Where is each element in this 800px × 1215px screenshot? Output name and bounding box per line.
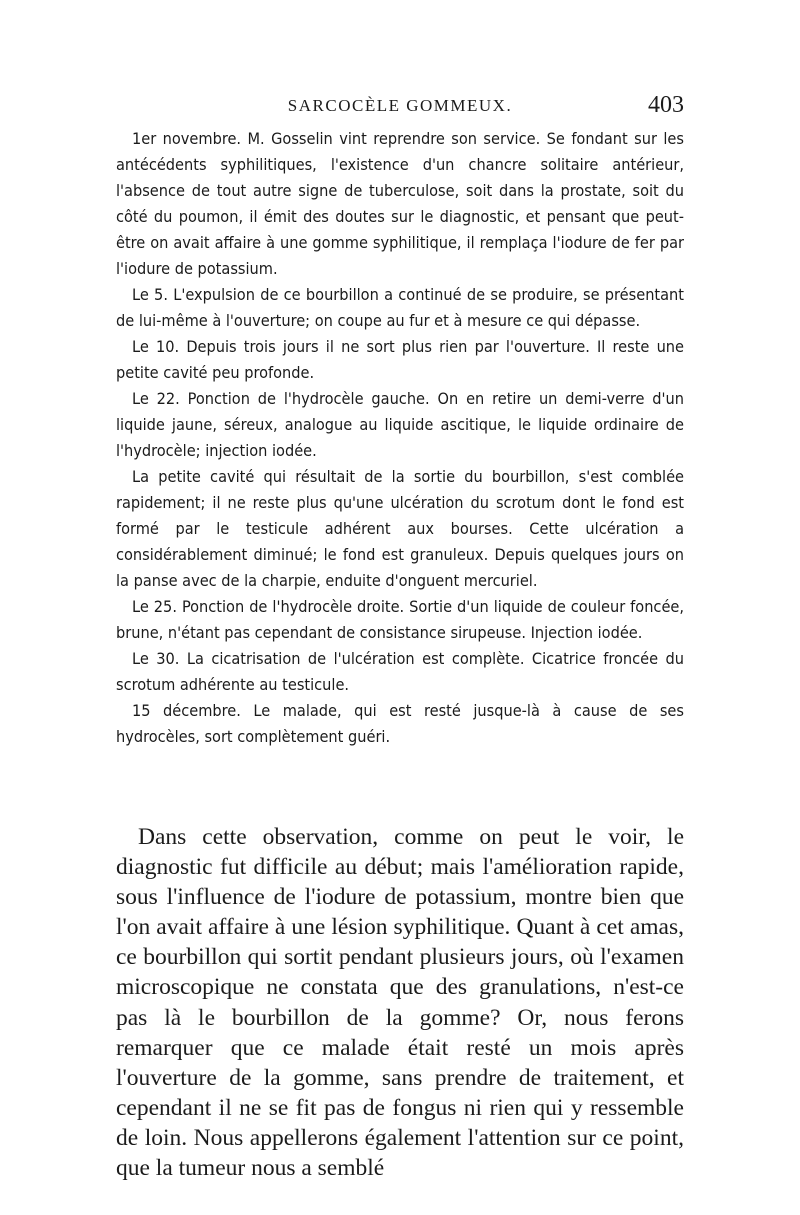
note-paragraph: La petite cavité qui résultait de la sortie du bourbillon, s'est comblée rapidement; il ne reste plus qu'une ulcération du scrotum dont le fond est formé par le testicule adhérent aux bourses. Cette ulcération a considérablement diminué; le fond est granuleux. Depuis quelques jours on la panse avec de la charpie, enduite d'onguent mercuriel. (116, 467, 684, 590)
note-paragraph: Le 30. La cicatrisation de l'ulcération est complète. Cicatrice froncée du scrotum adhérente au testicule. (116, 649, 684, 694)
body-paragraph: Dans cette observation, comme on peut le voir, le diagnostic fut difficile au début; mais l'amélioration rapide, sous l'influence de l'iodure de potassium, montre bien que l'on avait affaire à une lésion syphilitique. Quant à cet amas, ce bourbillon qui sortit pendant plusieurs jours, où l'examen microscopique ne constata que des granulations, n'est-ce pas là le bourbillon de la gomme? Or, nous ferons remarquer que ce malade était resté un mois après l'ouverture de la gomme, sans prendre de traitement, et cependant il ne se fit pas de fongus ni rien qui y ressemble de loin. Nous appellerons également l'attention sur ce point, que la tumeur nous a semblé (116, 824, 684, 1182)
running-title: SARCOCÈLE GOMMEUX. (287, 96, 513, 115)
main-text (116, 822, 684, 1183)
note-paragraph: Le 5. L'expulsion de ce bourbillon a continué de se produire, se présentant de lui-même à l'ouverture; on coupe au fur et à mesure ce qui dépasse. (116, 285, 684, 330)
case-notes (116, 126, 684, 750)
note-paragraph: Le 10. Depuis trois jours il ne sort plus rien par l'ouverture. Il reste une petite cavité peu profonde. (116, 337, 684, 382)
note-paragraph: Le 22. Ponction de l'hydrocèle gauche. On en retire un demi-verre d'un liquide jaune, séreux, analogue au liquide ascitique, le liquide ordinaire de l'hydrocèle; injection iodée. (116, 389, 684, 460)
note-paragraph: 1er novembre. M. Gosselin vint reprendre son service. Se fondant sur les antécédents syphilitiques, l'existence d'un chancre solitaire antérieur, l'absence de tout autre signe de tuberculose, soit dans la prostate, soit du côté du poumon, il émit des doutes sur le diagnostic, et pensant que peut-être on avait affaire à une gomme syphilitique, il remplaça l'iodure de fer par l'iodure de potassium. (116, 129, 684, 278)
note-paragraph: Le 25. Ponction de l'hydrocèle droite. Sortie d'un liquide de couleur foncée, brune, n'étant pas cependant de consistance sirupeuse. Injection iodée. (116, 597, 684, 642)
page-number: 403 (648, 92, 684, 118)
page-header (116, 92, 684, 126)
note-paragraph: 15 décembre. Le malade, qui est resté jusque-là à cause de ses hydrocèles, sort complètement guéri. (116, 701, 684, 746)
